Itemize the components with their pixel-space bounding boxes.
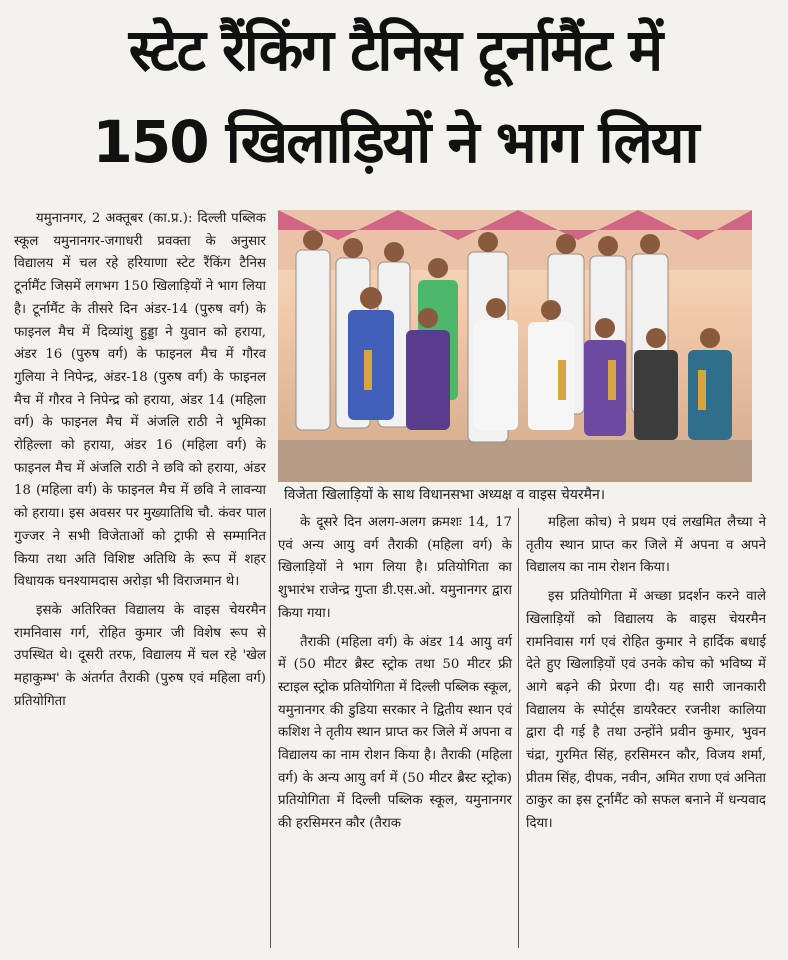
paragraph: इसके अतिरिक्त विद्यालय के वाइस चेयरमैन रामनिवास गर्ग, रोहित कुमार जी विशेष रूप से उपस्थित थे। दूसरी तरफ, विद्यालय में चल रहे 'खेल महाकुम्भ' के अंतर्गत तैराकी (पुरुष एवं महिला वर्ग) प्रतियोगिता — [14, 602, 266, 709]
article-column-3 — [526, 512, 766, 836]
headline — [10, 4, 780, 188]
paragraph: तैराकी (महिला वर्ग) के अंडर 14 आयु वर्ग में (50 मीटर ब्रैस्ट स्ट्रोक तथा 50 मीटर फ्री स्टाइल स्ट्रोक प्रतियोगिता में दिल्ली पब्लिक स्कूल, यमुनानगर की डुडिया सरकार ने द्वितीय स्थान एवं कशिश ने तृतीय स्थान प्राप्त कर जिले में अपना व विद्यालय का नाम रोशन किया है। तैराकी (महिला वर्ग) के अन्य आयु वर्ग में (50 मीटर ब्रैस्ट स्ट्रोक) प्रतियोगिता में दिल्ली पब्लिक स्कूल, यमुनानगर की हरसिमरन कौर (तैराक — [278, 634, 512, 832]
winners-photo — [278, 210, 752, 482]
article-column-2 — [278, 512, 512, 836]
paragraph: यमुनानगर, 2 अक्तूबर (का.प्र.): दिल्ली पब्लिक स्कूल यमुनानगर-जगाधरी प्रवक्ता के अनुसार विद्यालय में चल रहे हरियाणा स्टेट रैंकिंग टैनिस टूर्नामैंट जिसमें लगभग 150 खिलाड़ियों ने भाग लिया है। टूर्नामैंट के तीसरे दिन अंडर-14 (पुरुष वर्ग) के फाइनल मैच में दिव्यांशु हुड्डा ने युवान को हराया, अंडर 16 (पुरुष वर्ग) के फाइनल मैच में गौरव गुलिया ने निपेन्द्र, अंडर-18 (पुरुष वर्ग) के फाइनल मैच में गौरव ने निपेन्द्र को हराया, अंडर 14 (महिला वर्ग) के फाइनल मैच में अंजलि राठी ने भूमिका रोहिल्ला को हराया, अंडर 16 (महिला वर्ग) के फाइनल मैच में अंजलि राठी ने छवि को हराया, अंडर 18 (महिला वर्ग) के फाइनल मैच में छवि ने लावन्या को हराया। इस अवसर पर मुख्यातिथि चौ. कंवर पाल गुज्जर ने सभी विजेताओं को ट्राफी से सम्मानित किया तथा अति विशिष्ट अतिथि के रूप में शहर विधायक घनश्यामदास अरोड़ा भी विराजमान थे। — [14, 211, 266, 590]
paragraph: के दूसरे दिन अलग-अलग क्रमशः 14, 17 एवं अन्य आयु वर्ग तैराकी (महिला वर्ग) के खिलाड़ियों ने भाग लिया है। प्रतियोगिता का शुभारंभ राजेन्द्र गुप्ता डी.एस.ओ. यमुनानगर द्वारा किया गया। — [278, 515, 512, 621]
paragraph: महिला कोच) ने प्रथम एवं लखमित लैच्या ने तृतीय स्थान प्राप्त कर जिले में अपना व अपने विद्यालय का नाम रोशन किया। — [526, 515, 766, 576]
group-photo-illustration — [278, 210, 752, 482]
headline-line-1: स्टेट रैंकिंग टैनिस टूर्नामैंट में — [128, 16, 662, 84]
column-divider — [270, 508, 271, 948]
article-column-1 — [14, 208, 266, 713]
photo-caption: विजेता खिलाड़ियों के साथ विधानसभा अध्यक्ष व वाइस चेयरमैन। — [284, 487, 606, 503]
paragraph: इस प्रतियोगिता में अच्छा प्रदर्शन करने वाले खिलाड़ियों को विद्यालय के वाइस चेयरमैन रामनिवास गर्ग एवं रोहित कुमार ने हार्दिक बधाई देते हुए खिलाड़ियों एवं उनके कोच को भविष्य में आगे बढ़ने की प्रेरणा दी। यह सारी जानकारी विद्यालय के स्पोर्ट्स डायरैक्टर रजनीश कालिया द्वारा दी गई है तथा उन्होंने प्रवीन कुमार, भुवन चंद्रा, गुरमित सिंह, हरसिमरन कौर, विजय शर्मा, प्रीतम सिंह, दीपक, नवीन, अमित राणा एवं अनिता ठाकुर का इस टूर्नामैंट को सफल बनाने में धन्यवाद दिया। — [526, 589, 766, 832]
headline-line-2: 150 खिलाड़ियों ने भाग लिया — [92, 108, 698, 176]
column-divider — [518, 508, 519, 948]
